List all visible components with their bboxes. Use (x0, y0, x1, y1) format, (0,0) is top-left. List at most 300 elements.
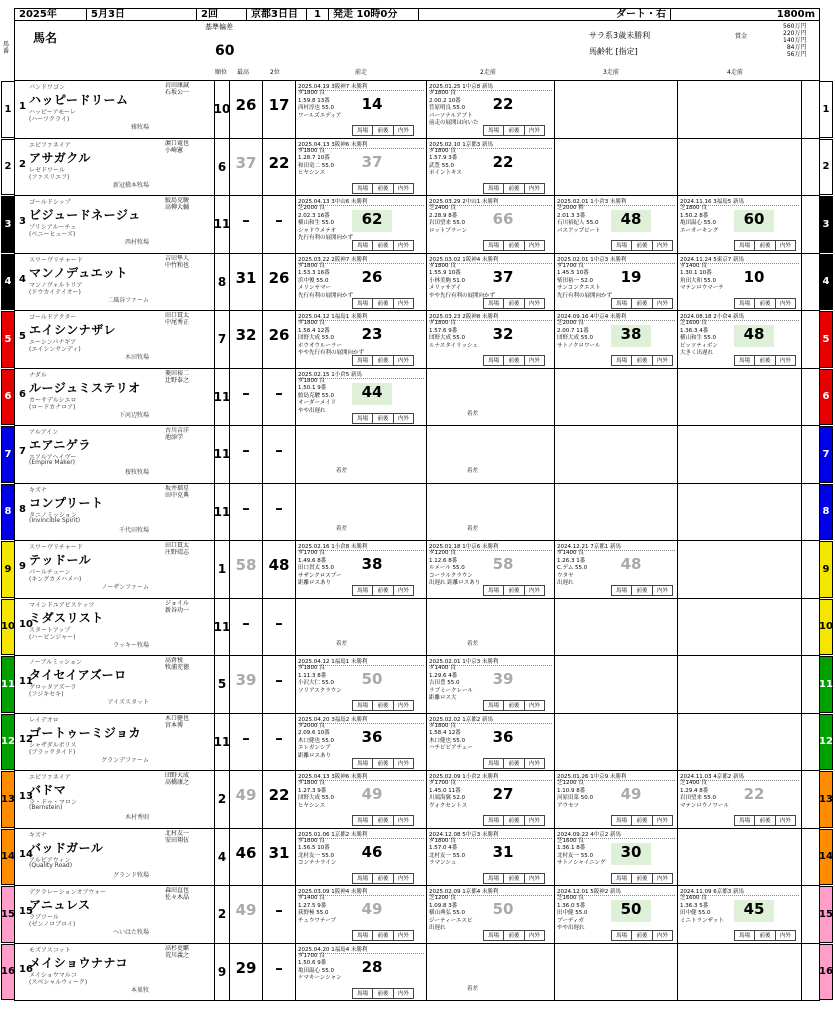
condition-cell: 内外 (779, 300, 791, 307)
breeder: 西村牧場 (124, 239, 149, 246)
condition-cell: 馬場 (735, 299, 755, 308)
race-date-class: 2025.02.10 1京都3 新馬 (429, 140, 552, 149)
speed-figure: 37 (492, 267, 514, 286)
sire-name: エピファネイア (29, 141, 71, 149)
condition-cell: 馬場 (484, 184, 504, 193)
condition-cell: 内外 (397, 703, 409, 709)
condition-cell: 内外 (397, 415, 409, 422)
condition-cell: 内外 (397, 128, 409, 134)
past-race-4[interactable] (678, 254, 802, 311)
race-detail: 1.36.3 5番 (680, 902, 709, 909)
track-condition-box (611, 585, 673, 596)
speed-figure: 49 (361, 900, 383, 918)
horse-name[interactable]: メイショウナナコ (29, 955, 129, 970)
past-race-1[interactable] (296, 369, 427, 426)
horse-info (15, 541, 215, 598)
sire-name: ノーブルミッション (29, 659, 83, 666)
past-race-2[interactable] (427, 656, 555, 713)
speed-figure: 39 (492, 670, 514, 688)
jockey-trainer (165, 830, 215, 845)
race-detail: 1.11.3 8番 (298, 672, 327, 679)
past-race-4[interactable] (678, 886, 802, 943)
horse-number: 9 (19, 561, 26, 572)
past-race-3[interactable] (555, 311, 678, 368)
condition-cell: 馬場 (353, 759, 373, 768)
past-race-1[interactable] (296, 196, 427, 253)
score-value: 49 (235, 786, 257, 804)
rank-number: 11 (215, 369, 230, 426)
trainer-name: 中竹和也 (165, 261, 190, 269)
rank-number: 1 (215, 541, 230, 598)
race-detail: ダ1800 良 (298, 780, 325, 786)
past-race-2[interactable] (427, 311, 555, 368)
past-race-2[interactable] (427, 886, 555, 943)
empty-race-label: 着差 (467, 985, 479, 992)
condition-cell: 前後 (755, 931, 775, 940)
track-condition-box (611, 873, 673, 884)
race-note: やや先行有利の展開向かず (298, 350, 365, 356)
race-detail: ダ1800 良 (298, 377, 325, 384)
past-race-1[interactable] (296, 541, 427, 598)
horse-row (4, 81, 830, 139)
dam-name: プリシアルーチェ (29, 224, 77, 231)
dam-name: エーシンパナギア (29, 339, 77, 346)
condition-cell: 前後 (373, 356, 393, 365)
condition-cell: 前後 (504, 241, 524, 250)
past-race-2[interactable] (427, 254, 555, 311)
waku-number: 11 (1, 656, 15, 713)
race-detail: 川端海翼 52.0 (429, 795, 465, 801)
speed-figure: 60 (734, 210, 774, 232)
race-detail: マテンロウノワール (680, 802, 729, 809)
race-detail: 1.49.6 8番 (298, 557, 327, 564)
condition-cell: 前後 (755, 299, 775, 308)
dam-name: エアルアヘイヴー (29, 454, 77, 461)
condition-cell: 前後 (755, 356, 775, 365)
score-second (263, 311, 296, 368)
speed-figure: 32 (492, 325, 514, 343)
sire-name: レイデオロ (29, 716, 59, 724)
trainer-name: 高柳大輔 (165, 204, 190, 212)
horse-info (15, 656, 215, 713)
race-detail: 石川裕紀人 55.0 (557, 220, 599, 226)
condition-cell: 馬場 (484, 126, 504, 135)
horse-row (1, 886, 833, 944)
dam-name: パールチューン (29, 569, 71, 576)
horse-name[interactable]: エアニゲラ (29, 438, 91, 452)
broodmare-sire: (スペシャルウィーク) (29, 978, 88, 986)
past-race-2[interactable] (427, 81, 555, 138)
waku-number: 14 (1, 829, 15, 886)
condition-cell: 馬場 (735, 816, 755, 825)
waku-number: 5 (1, 311, 15, 368)
score-value: 22 (268, 153, 290, 172)
condition-cell: 馬場 (612, 586, 632, 595)
score-value: – (242, 441, 250, 459)
horse-name[interactable]: バドマ (29, 783, 67, 797)
race-detail: ジーティーエスピ (429, 917, 473, 924)
track-condition-box (611, 815, 673, 826)
track-condition-box (352, 873, 414, 884)
race-detail: ダ1800 良 (298, 837, 325, 844)
waku-number: 7 (819, 426, 833, 483)
race-detail: 芝2400 良 (429, 205, 456, 211)
condition-cell: 内外 (528, 703, 540, 709)
condition-cell: 馬場 (612, 931, 632, 940)
condition-cell: 馬場 (484, 701, 504, 710)
race-detail: ダ1800 良 (429, 147, 456, 154)
jockey-name: 団野大成 (165, 772, 190, 779)
race-detail: 1.29.6 4番 (429, 672, 458, 679)
rank-number: 11 (215, 426, 230, 483)
trainer-name: 荒川義之 (165, 951, 190, 959)
horse-name[interactable]: ルージュミステリオ (29, 380, 141, 395)
race-detail: 亀田温心 55.0 (298, 967, 334, 974)
score-second (263, 714, 296, 771)
condition-cell: 内外 (528, 128, 540, 134)
horse-name[interactable]: バッドガール (29, 840, 104, 855)
speed-figure: 36 (361, 727, 383, 746)
score-value: 31 (268, 843, 290, 862)
race-detail: 芝2000 稍 (557, 205, 584, 211)
race-detail: 1.10.9 8番 (557, 787, 586, 794)
race-cond: 馬齢牝 [指定] (589, 47, 638, 56)
race-detail: ルメール 55.0 (429, 565, 465, 571)
race-detail: ブーディガ (557, 917, 584, 924)
condition-cell: 前後 (373, 759, 393, 768)
col-best: 最高 (237, 69, 250, 76)
past-race-1[interactable] (296, 829, 427, 886)
waku-number: 10 (819, 599, 833, 656)
past-race-1[interactable] (296, 139, 427, 196)
race-detail: サトノクロワール (557, 342, 601, 349)
race-note: 先行有利の展開向かず (557, 292, 613, 299)
past-race-3 (555, 714, 678, 771)
jockey-trainer (165, 600, 215, 615)
score-value: – (242, 383, 250, 402)
score-best (230, 484, 263, 541)
sire-name: デクラレーションオブウォー (29, 889, 107, 896)
condition-cell: 馬場 (353, 701, 373, 710)
score-best (230, 369, 263, 426)
speed-figure: 28 (361, 957, 383, 976)
past-race-1[interactable] (296, 944, 427, 1001)
score-best (230, 829, 263, 886)
race-detail: 団野大成 55.0 (557, 335, 593, 341)
past-race-2[interactable] (427, 139, 555, 196)
waku-number: 8 (819, 484, 833, 541)
race-detail: メリッサアイ (429, 285, 462, 291)
score-value: 26 (268, 268, 290, 287)
race-detail: ロットブラーン (429, 227, 468, 234)
score-value: 17 (268, 96, 290, 114)
sire-name: キズナ (29, 831, 47, 839)
horse-name[interactable]: エイシンナザレ (29, 323, 116, 337)
horse-name[interactable]: ビジュードネージュ (29, 208, 141, 222)
speed-figure: 62 (352, 210, 392, 232)
past-race-3[interactable] (555, 254, 678, 311)
horse-row (1, 656, 833, 714)
race-detail: サザンクロスブー (298, 572, 342, 579)
condition-cell: 前後 (504, 931, 524, 940)
race-date-class: 2025.01.25 1中京8 新馬 (429, 82, 552, 91)
condition-cell: 前後 (373, 299, 393, 308)
race-detail: 横山和生 55.0 (298, 220, 334, 226)
race-class: サラ系3歳未勝利 (589, 31, 651, 40)
score-value: 37 (235, 153, 257, 172)
speed-figure: 45 (734, 900, 774, 922)
horse-info (15, 254, 215, 311)
score-value: 31 (235, 268, 257, 287)
dam-name: マンノヴォルトリア (29, 281, 83, 289)
speed-figure: 49 (361, 785, 383, 803)
sire-name: スワーヴリチャード (29, 544, 83, 551)
score-value: – (275, 498, 283, 517)
race-detail: 団野大成 55.0 (298, 335, 334, 341)
horse-row (4, 484, 830, 542)
condition-cell: 前後 (504, 184, 524, 193)
past-race-3 (555, 426, 678, 483)
past-race-4 (678, 369, 802, 426)
race-detail: 亀田温心 55.0 (680, 220, 716, 226)
past-race-1[interactable] (296, 771, 427, 828)
condition-cell: 馬場 (612, 816, 632, 825)
broodmare-sire: (Quality Road) (29, 861, 73, 869)
speed-figure: 50 (361, 670, 383, 688)
race-date-class: 2025.04.20 1福島4 未勝利 (298, 945, 424, 954)
track-condition-box (483, 355, 545, 366)
track-condition-box (611, 298, 673, 309)
race-detail: 1.58.4 12番 (429, 730, 461, 736)
race-date-class: 2025.02.15 1小倉5 新馬 (298, 370, 424, 379)
horse-number: 10 (19, 618, 33, 630)
race-date-class: 2025.02.02 1京都2 新馬 (429, 715, 552, 724)
score-second (263, 886, 296, 943)
race-detail: ダ1800 良 (298, 665, 325, 671)
horse-name[interactable]: マンノデュエット (29, 265, 128, 280)
past-race-2[interactable] (427, 771, 555, 828)
score-second (263, 196, 296, 253)
condition-cell: 内外 (528, 760, 540, 767)
condition-cell: 内外 (528, 933, 540, 939)
past-race-3[interactable] (555, 541, 678, 598)
trainer-name: 宮本博 (165, 721, 184, 729)
rank-number: 7 (215, 311, 230, 368)
race-detail: ダ1400 良 (680, 262, 707, 269)
score-second (263, 426, 296, 483)
race-detail: 田口貫太 55.0 (298, 565, 334, 571)
race-date-class: 2024.11.03 4京都2 新馬 (680, 772, 799, 781)
race-detail: 芝1200 良 (429, 895, 456, 901)
past-race-3[interactable] (555, 829, 678, 886)
horse-name[interactable]: タイセイアズーロ (29, 668, 127, 682)
track-condition-box (611, 930, 673, 941)
condition-cell: 内外 (397, 300, 409, 307)
breeder: 木村秀則 (124, 814, 149, 821)
race-detail: 田中健 55.0 (557, 910, 588, 916)
speed-figure: 19 (620, 267, 642, 286)
empty-race-label: 着差 (336, 640, 348, 647)
col-baban: 馬番 (3, 41, 10, 55)
condition-cell: 内外 (528, 818, 540, 824)
condition-cell: 馬場 (484, 356, 504, 365)
jockey-name: 濵口竜也 (165, 139, 190, 147)
horse-number: 12 (19, 733, 33, 745)
horse-row (4, 541, 830, 599)
jockey-trainer (165, 657, 215, 672)
jockey-trainer (165, 887, 215, 902)
race-detail: 2.09.6 10番 (298, 730, 330, 736)
condition-cell: 馬場 (353, 299, 373, 308)
table-header (3, 21, 820, 81)
waku-number: 9 (819, 541, 833, 598)
header-distance: 1800m (776, 9, 815, 20)
past-race-1[interactable] (296, 311, 427, 368)
race-detail: 吉田豊 55.0 (429, 680, 460, 686)
trainer-name: 中尾秀正 (165, 319, 190, 327)
past-race-1[interactable] (296, 714, 427, 771)
past-race-4 (678, 426, 802, 483)
past-race-4[interactable] (678, 771, 802, 828)
past-race-3[interactable] (555, 771, 678, 828)
past-race-1[interactable] (296, 656, 427, 713)
horse-row (1, 829, 833, 887)
past-race-3[interactable] (555, 886, 678, 943)
race-detail: 団野大成 55.0 (298, 795, 334, 801)
broodmare-sire: (ファスリエフ) (29, 173, 70, 181)
speed-figure: 31 (492, 842, 514, 861)
trainer-name: 高橋康之 (165, 779, 190, 787)
horse-row (4, 369, 830, 427)
condition-cell: 馬場 (735, 931, 755, 940)
race-detail: 横山和生 55.0 (680, 335, 716, 341)
dam-name: レゼドワール (29, 166, 65, 174)
race-detail: オーダーメイド (298, 400, 337, 406)
condition-cell: 前後 (632, 241, 652, 250)
broodmare-sire: (キングカメハメハ) (29, 576, 82, 583)
past-race-2[interactable] (427, 714, 555, 771)
race-detail: 北村友一 55.0 (557, 852, 593, 859)
condition-cell: 馬場 (484, 241, 504, 250)
jockey-trainer (165, 82, 215, 97)
horse-name[interactable]: アサガクル (29, 150, 91, 165)
horse-row (4, 254, 830, 312)
condition-cell: 内外 (397, 185, 409, 192)
col-rank: 順位 (215, 69, 228, 76)
waku-number: 11 (819, 656, 833, 713)
race-detail: チュウワテーブ (298, 917, 337, 924)
horse-name[interactable]: ゴートゥーミジョカ (29, 725, 141, 740)
score-best (230, 656, 263, 713)
race-detail: ホウオウルーラー (298, 342, 342, 349)
past-race-4 (678, 829, 802, 886)
race-date-class: 2025.03.22 2阪神7 未勝利 (298, 255, 424, 264)
condition-cell: 内外 (779, 933, 791, 939)
past-race-3[interactable] (555, 196, 678, 253)
past-race-2[interactable] (427, 541, 555, 598)
speed-figure: 23 (361, 325, 383, 343)
race-detail: 1.28.7 10番 (298, 155, 330, 161)
col-name: 馬名 (33, 31, 58, 45)
track-condition-box (483, 815, 545, 826)
past-race-1[interactable] (296, 886, 427, 943)
race-detail: 1.45.5 10番 (557, 270, 589, 276)
track-condition-box (352, 298, 414, 309)
condition-cell: 内外 (397, 588, 409, 594)
waku-number: 14 (819, 829, 833, 886)
waku-number: 16 (819, 944, 833, 1001)
past-race-4 (678, 541, 802, 598)
race-detail: 岩田望来 55.0 (680, 795, 716, 801)
race-note: 出遅れ 距離ロスあり (429, 580, 481, 586)
condition-cell: 前後 (632, 816, 652, 825)
speed-figure: 50 (492, 900, 514, 918)
dam-name: タニノミッション (29, 511, 77, 519)
horse-number: 14 (19, 848, 33, 860)
condition-cell: 馬場 (353, 586, 373, 595)
jockey-trainer (165, 255, 215, 270)
breeder: 二風谷ファーム (107, 296, 149, 304)
horse-name[interactable]: アニュレス (29, 898, 91, 912)
rank-number: 6 (215, 139, 230, 196)
waku-number: 2 (819, 139, 833, 196)
condition-cell: 前後 (373, 874, 393, 883)
track-condition-box (352, 700, 414, 711)
condition-cell: 内外 (656, 243, 668, 249)
race-date-class: 2025.02.01 1小倉3 未勝利 (557, 197, 675, 206)
race-note: 先行有利の展開向かず (298, 235, 354, 241)
waku-number: 10 (1, 599, 15, 656)
score-value: 39 (235, 671, 257, 689)
score-second (263, 656, 296, 713)
speed-figure: 10 (743, 267, 765, 286)
race-detail: 1.36.1 8番 (557, 845, 586, 851)
condition-cell: 内外 (528, 185, 540, 192)
race-date-class: 2025.04.13 3阪神6 未勝利 (298, 772, 424, 781)
race-detail: 浜中俊 55.0 (298, 277, 329, 284)
horse-name[interactable]: ミダスリスト (29, 610, 104, 625)
race-detail: ピッツティボン (680, 342, 718, 349)
past-race-1[interactable] (296, 81, 427, 138)
condition-cell: 前後 (504, 759, 524, 768)
race-detail: 武豊 55.0 (429, 162, 454, 169)
jockey-name: 菱田裕二 (165, 369, 190, 377)
broodmare-sire: (Invincible Spirit) (29, 516, 81, 524)
past-race-2[interactable] (427, 196, 555, 253)
race-note: やや出遅れ (557, 925, 585, 931)
jockey-name: 田口貫太 (165, 312, 190, 319)
past-race-4 (678, 484, 802, 541)
past-race-4[interactable] (678, 196, 802, 253)
condition-cell: 前後 (504, 126, 524, 135)
track-condition-box (352, 988, 414, 999)
past-race-4[interactable] (678, 311, 802, 368)
past-race-2[interactable] (427, 829, 555, 886)
race-detail: ダ1800 良 (429, 262, 456, 269)
race-detail: エレガンシア (298, 745, 331, 751)
race-detail: ダ1800 良 (429, 90, 456, 96)
horse-name[interactable]: テッドール (29, 553, 92, 567)
broodmare-sire: (Bernstein) (29, 804, 63, 811)
race-detail: 2.00.7 11番 (557, 327, 589, 334)
sire-name: ゴールドシップ (29, 199, 71, 206)
horse-name[interactable]: ハッピードリーム (29, 93, 129, 107)
race-detail: ダ1800 良 (429, 722, 456, 729)
header-date: 5月3日 (87, 9, 197, 20)
horse-name[interactable]: コンプリート (29, 495, 104, 510)
past-race-1[interactable] (296, 254, 427, 311)
race-detail: ヒヤシンス (298, 802, 326, 809)
